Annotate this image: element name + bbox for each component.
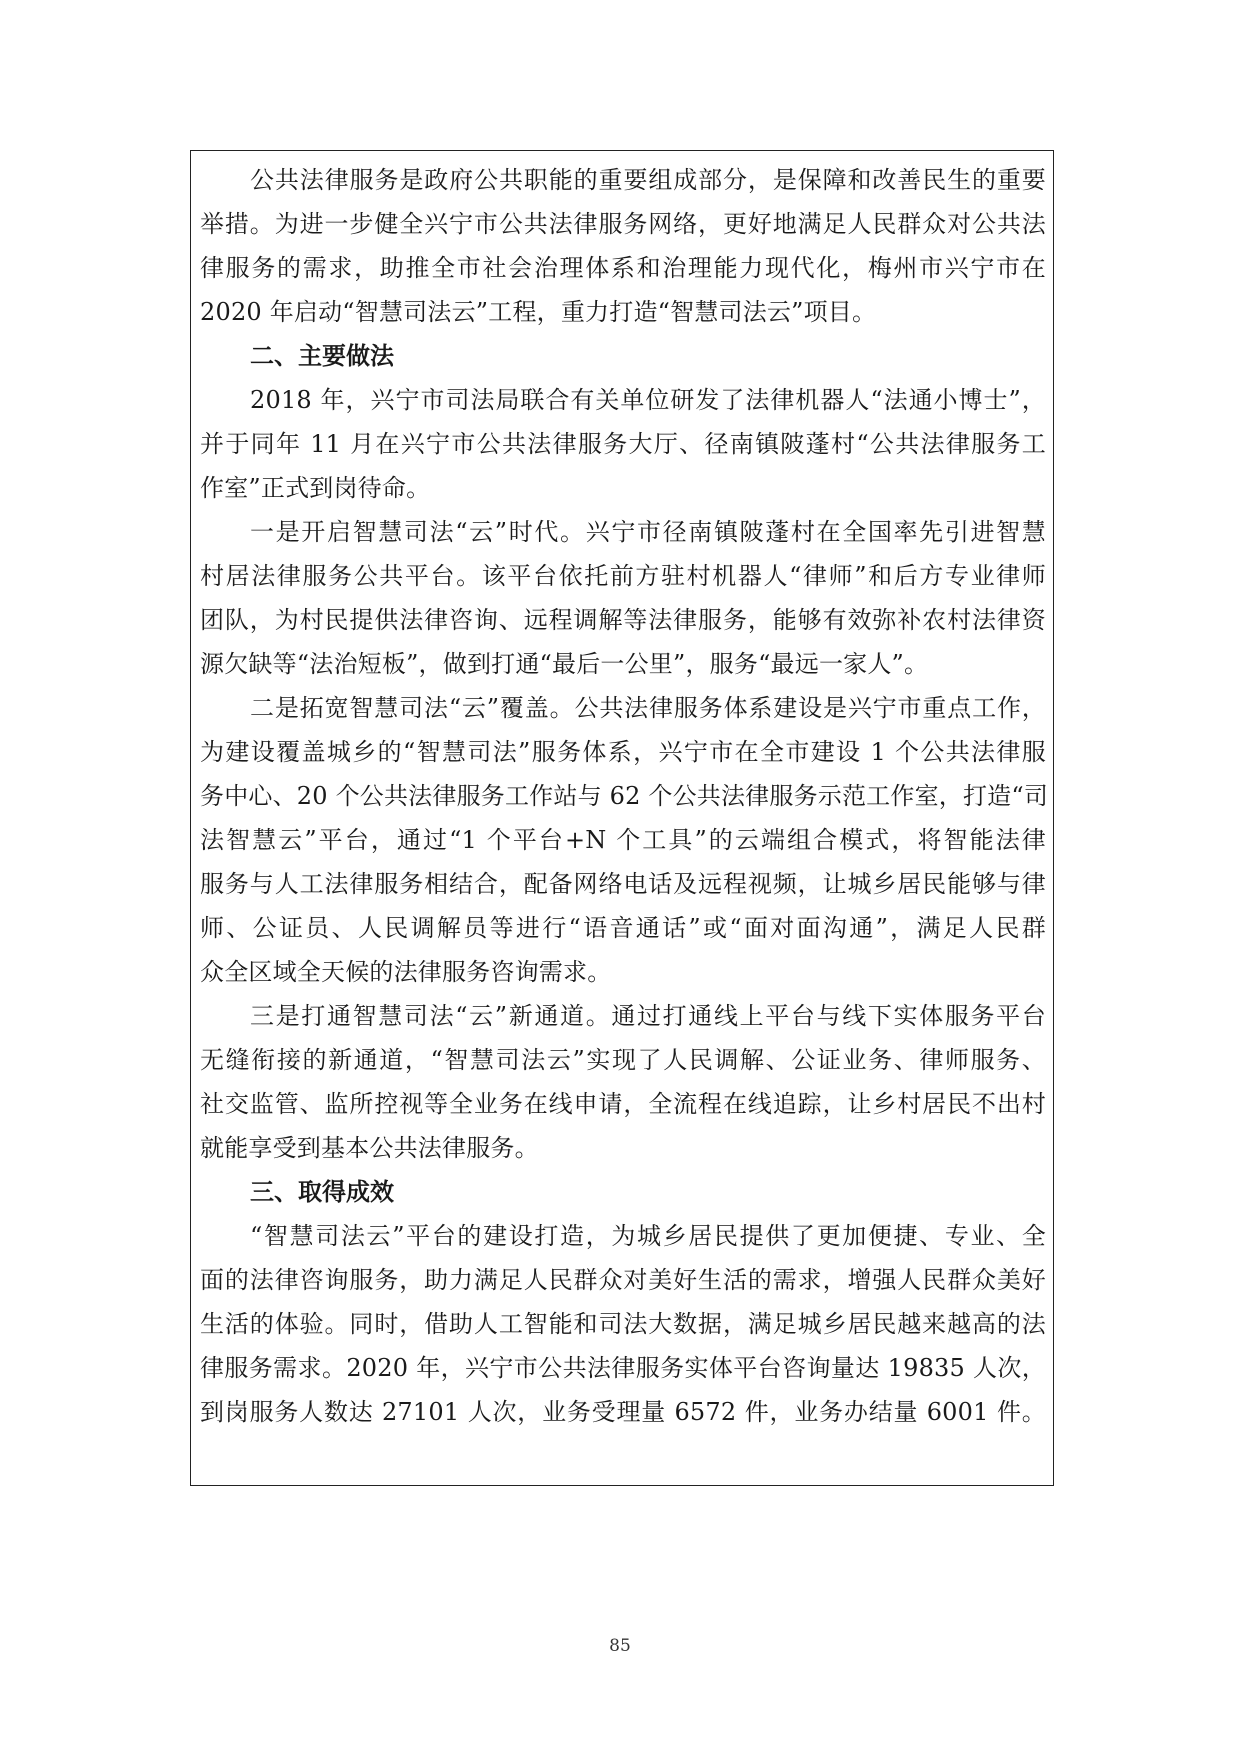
paragraph-intro xyxy=(200,158,1046,334)
text-line: 三是打通智慧司法“云”新通道。通过打通线上平台与线下实体服务平台 xyxy=(250,1002,1046,1030)
text-line: 服务与人工法律服务相结合，配备网络电话及远程视频，让城乡居民能够与律 xyxy=(200,870,1046,898)
paragraph-robot xyxy=(200,378,1046,510)
paragraph-results xyxy=(200,1214,1046,1434)
text-line: 源欠缺等“法治短板”，做到打通“最后一公里”，服务“最远一家人”。 xyxy=(200,650,929,678)
text-line: 生活的体验。同时，借助人工智能和司法大数据，满足城乡居民越来越高的法 xyxy=(200,1310,1046,1338)
section-heading-main-practices: 二、主要做法 xyxy=(250,342,394,370)
text-line: 作室”正式到岗待命。 xyxy=(200,474,431,502)
text-line: 二是拓宽智慧司法“云”覆盖。公共法律服务体系建设是兴宁市重点工作， xyxy=(250,694,1046,722)
text-line: 一是开启智慧司法“云”时代。兴宁市径南镇陂蓬村在全国率先引进智慧 xyxy=(250,518,1046,546)
text-line: 村居法律服务公共平台。该平台依托前方驻村机器人“律师”和后方专业律师 xyxy=(200,562,1046,590)
text-line: 就能享受到基本公共法律服务。 xyxy=(200,1134,539,1162)
text-line: 众全区域全天候的法律服务咨询需求。 xyxy=(200,958,612,986)
text-line: 团队，为村民提供法律咨询、远程调解等法律服务，能够有效弥补农村法律资 xyxy=(200,606,1046,634)
section-heading-results: 三、取得成效 xyxy=(250,1178,394,1206)
paragraph-cloud-era xyxy=(200,510,1046,686)
text-line: 到岗服务人数达 27101 人次，业务受理量 6572 件，业务办结量 6001 件。 xyxy=(200,1398,1046,1426)
text-line: “智慧司法云”平台的建设打造，为城乡居民提供了更加便捷、专业、全 xyxy=(250,1222,1046,1250)
text-line: 法智慧云”平台，通过“1 个平台+N 个工具”的云端组合模式，将智能法律 xyxy=(200,826,1046,854)
text-line: 律服务的需求，助推全市社会治理体系和治理能力现代化，梅州市兴宁市在 xyxy=(200,254,1046,282)
paragraph-cloud-channel xyxy=(200,994,1046,1170)
text-line: 2020 年启动“智慧司法云”工程，重力打造“智慧司法云”项目。 xyxy=(200,298,877,326)
text-line: 无缝衔接的新通道，“智慧司法云”实现了人民调解、公证业务、律师服务、 xyxy=(200,1046,1046,1074)
text-line: 师、公证员、人民调解员等进行“语音通话”或“面对面沟通”，满足人民群 xyxy=(200,914,1046,942)
text-line: 面的法律咨询服务，助力满足人民群众对美好生活的需求，增强人民群众美好 xyxy=(200,1266,1046,1294)
page-number: 85 xyxy=(609,1636,631,1656)
text-line: 公共法律服务是政府公共职能的重要组成部分，是保障和改善民生的重要 xyxy=(250,166,1046,194)
text-line: 并于同年 11 月在兴宁市公共法律服务大厅、径南镇陂蓬村“公共法律服务工 xyxy=(200,430,1046,458)
text-line: 社交监管、监所控视等全业务在线申请，全流程在线追踪，让乡村居民不出村 xyxy=(200,1090,1046,1118)
text-line: 2018 年，兴宁市司法局联合有关单位研发了法律机器人“法通小博士”， xyxy=(250,386,1046,414)
text-line: 务中心、20 个公共法律服务工作站与 62 个公共法律服务示范工作室，打造“司 xyxy=(200,782,1049,810)
paragraph-cloud-coverage xyxy=(200,686,1049,994)
text-line: 举措。为进一步健全兴宁市公共法律服务网络，更好地满足人民群众对公共法 xyxy=(200,210,1046,238)
document-body xyxy=(200,158,1049,1434)
text-line: 为建设覆盖城乡的“智慧司法”服务体系，兴宁市在全市建设 1 个公共法律服 xyxy=(200,738,1046,766)
text-line: 律服务需求。2020 年，兴宁市公共法律服务实体平台咨询量达 19835 人次， xyxy=(200,1354,1046,1382)
